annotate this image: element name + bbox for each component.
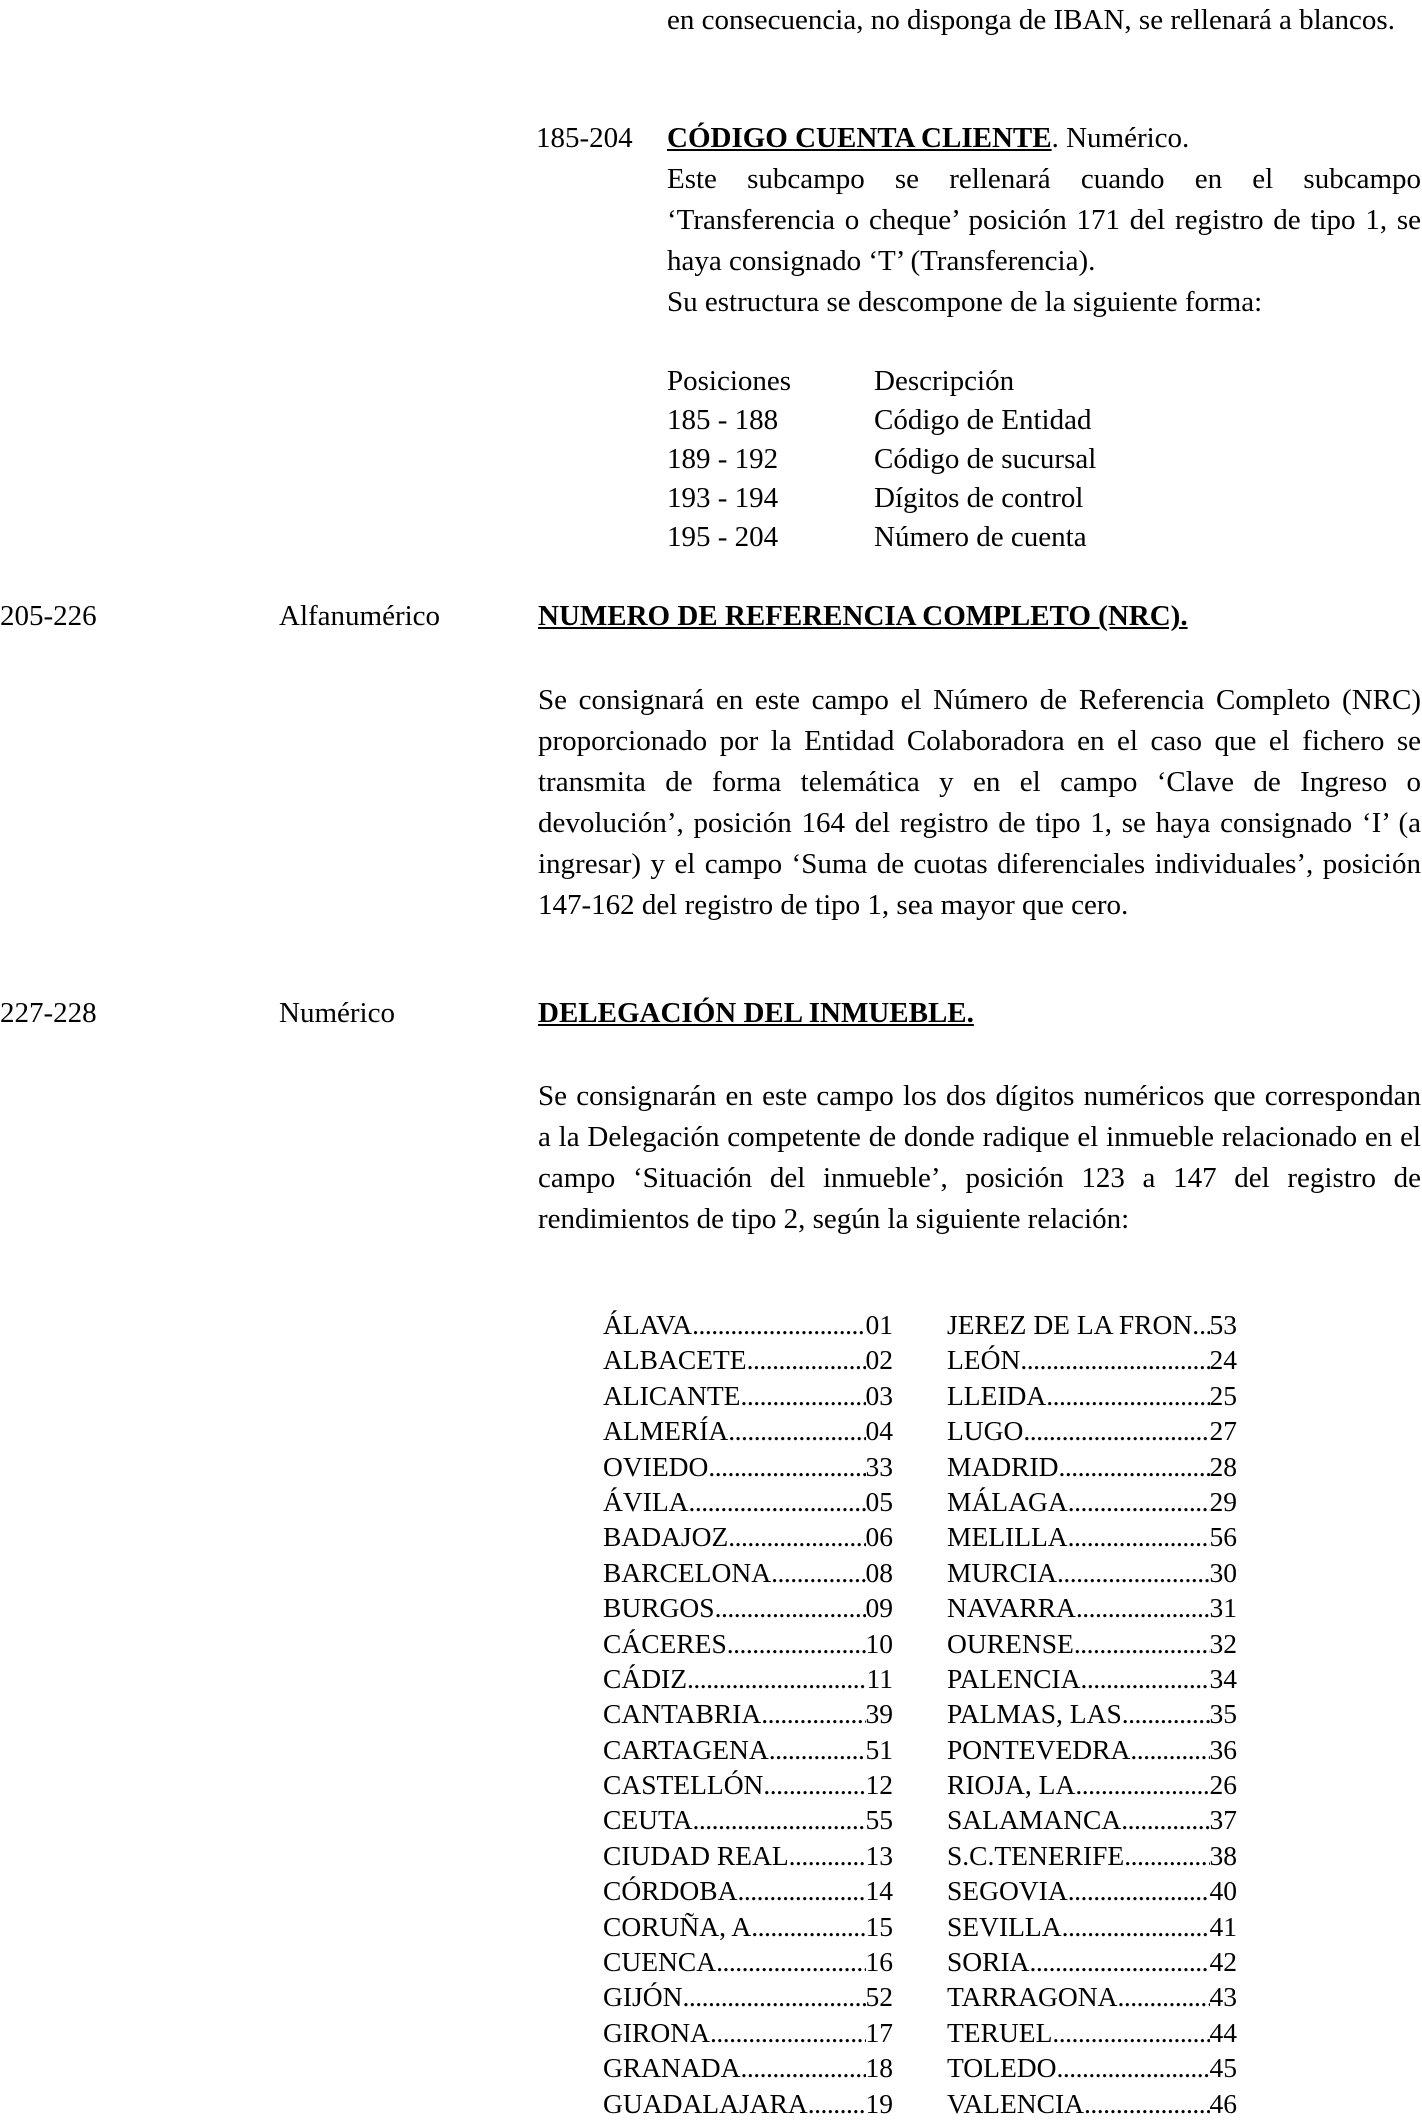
delegation-name: GIRONA: [603, 2016, 710, 2048]
dot-leader: [789, 1838, 866, 1873]
ccc-table-header-description: Descripción: [874, 365, 1015, 397]
dot-leader: [1084, 2086, 1210, 2121]
delegation-name: LUGO: [947, 1415, 1024, 1447]
dot-leader: [1052, 2015, 1209, 2050]
ccc-structure-table: [667, 362, 1267, 557]
delegation-name: TOLEDO: [947, 2052, 1057, 2084]
delegation-item: [947, 1909, 1237, 1944]
delegation-name: ÁVILA: [603, 1485, 689, 1517]
dot-leader: [741, 2050, 866, 2085]
delegation-name: SORIA: [947, 1946, 1030, 1978]
ccc-table-header-positions: Posiciones: [667, 365, 792, 397]
delegation-code: 51: [865, 1733, 893, 1765]
dot-leader: [1068, 1873, 1210, 1908]
delegation-name: TARRAGONA: [947, 1981, 1118, 2013]
delegation-name: ALBACETE: [603, 1344, 747, 1376]
delegation-name: S.C.TENERIFE: [947, 1839, 1125, 1871]
delegation-item: [603, 1378, 893, 1413]
delegation-code: 17: [865, 2016, 893, 2048]
ccc-table-cell-description: Número de cuenta: [874, 521, 1087, 553]
dot-leader: [1068, 1519, 1210, 1554]
delegation-name: NAVARRA: [947, 1592, 1076, 1624]
delegation-name: CÓRDOBA: [603, 1875, 738, 1907]
dot-leader: [728, 1519, 865, 1554]
delegation-name: CORUÑA, A: [603, 1910, 752, 1942]
delegation-name: LLEIDA: [947, 1379, 1047, 1411]
dot-leader: [740, 1378, 865, 1413]
delegation-name: CÁDIZ: [603, 1662, 688, 1694]
delegation-code: 53: [1209, 1309, 1237, 1340]
delegation-item: [947, 1519, 1237, 1554]
delegation-list-right: [947, 1307, 1237, 2121]
delegation-code: 43: [1209, 1981, 1237, 2013]
delegation-item: [603, 1342, 893, 1377]
delegation-code: 35: [1209, 1698, 1237, 1730]
ccc-table-row: [667, 518, 1267, 557]
dot-leader: [747, 1342, 866, 1377]
delegation-code: 56: [1209, 1521, 1237, 1553]
delegation-code: 46: [1209, 2087, 1237, 2119]
delegation-code: 28: [1209, 1450, 1237, 1482]
delegation-item: [947, 1626, 1237, 1661]
ccc-table-cell-positions: 193 - 194: [667, 482, 779, 514]
delegation-item: [947, 1378, 1237, 1413]
delegation-name: SEGOVIA: [947, 1875, 1068, 1907]
delegation-code: 45: [1209, 2052, 1237, 2084]
delegation-code: 44: [1209, 2016, 1237, 2048]
delegation-item: [947, 1802, 1237, 1837]
delegation-name: OVIEDO: [603, 1450, 709, 1482]
delegation-code: 41: [1209, 1910, 1237, 1942]
delegation-item: [603, 1449, 893, 1484]
delegation-item: [603, 1661, 893, 1696]
dot-leader: [751, 1909, 865, 1944]
delegation-name: PALMAS, LAS: [947, 1698, 1122, 1730]
dot-leader: [1030, 1944, 1210, 1979]
delegation-item: [603, 1626, 893, 1661]
delegation-name: MÁLAGA: [947, 1485, 1068, 1517]
dot-leader: [1122, 1696, 1210, 1731]
ccc-table-row: [667, 479, 1267, 518]
delegation-code: 04: [865, 1415, 893, 1447]
delegation-code: 55: [865, 1804, 893, 1836]
dot-leader: [692, 1802, 865, 1837]
dot-leader: [1121, 1802, 1209, 1837]
delegation-item: [947, 2015, 1237, 2050]
ccc-table-cell-description: Código de sucursal: [874, 443, 1097, 475]
delegation-name: LEÓN: [947, 1344, 1021, 1376]
delegation-item: [603, 1802, 893, 1837]
delegation-item: [947, 1979, 1237, 2014]
delegation-code: 14: [865, 1875, 893, 1907]
delegation-code: 40: [1209, 1875, 1237, 1907]
delegation-item: [603, 1838, 893, 1873]
nrc-positions: 205-226: [0, 600, 97, 632]
dot-leader: [1124, 1838, 1209, 1873]
delegation-name: ALICANTE: [603, 1379, 741, 1411]
dot-leader: [710, 2015, 866, 2050]
dot-leader: [1080, 1661, 1209, 1696]
delegation-code: 05: [865, 1485, 893, 1517]
delegation-item: [947, 1590, 1237, 1625]
delegation-list-left: [603, 1307, 893, 2121]
dot-leader: [761, 1696, 865, 1731]
delegation-name: RIOJA, LA: [947, 1769, 1076, 1801]
ccc-heading: [667, 118, 1421, 159]
delegation-item: [947, 1342, 1237, 1377]
delegation-code: 09: [865, 1592, 893, 1624]
delegation-item: [603, 1555, 893, 1590]
delegation-name: CIUDAD REAL: [603, 1839, 789, 1871]
delegation-item: [947, 1732, 1237, 1767]
delegation-name: TERUEL: [947, 2016, 1053, 2048]
delegation-item: [603, 1484, 893, 1519]
ccc-table-cell-description: Código de Entidad: [874, 404, 1092, 436]
delegation-item: [603, 1767, 893, 1802]
continuation-text: en consecuencia, no disponga de IBAN, se rellenará a blancos.: [667, 4, 1395, 36]
delegation-item: [947, 1449, 1237, 1484]
delegation-name: CEUTA: [603, 1804, 693, 1836]
delegation-item: [947, 1661, 1237, 1696]
delegation-code: 01: [865, 1309, 893, 1340]
delegation-name: VALENCIA: [947, 2087, 1084, 2119]
delegation-item: [947, 1413, 1237, 1448]
ccc-table-cell-positions: 195 - 204: [667, 521, 779, 553]
ccc-table-row: [667, 440, 1267, 479]
delegation-code: 34: [1209, 1662, 1237, 1694]
dot-leader: [771, 1555, 865, 1590]
delegacion-type: Numérico: [279, 997, 395, 1029]
dot-leader: [1023, 1413, 1209, 1448]
delegation-item: [947, 1944, 1237, 1979]
delegation-item: [603, 1979, 893, 2014]
nrc-type: Alfanumérico: [279, 600, 441, 632]
delegation-item: [603, 2015, 893, 2050]
dot-leader: [715, 1590, 866, 1625]
delegacion-description: Se consignarán en este campo los dos dígitos numéricos que correspondan a la Delegación competente de donde radique el inmueble relacionado en el campo ‘Situación del inmueble’, posición 123 a 147 del registro de rendimientos de tipo 2, según la siguiente relación:: [538, 1080, 1421, 1235]
delegation-name: BURGOS: [603, 1592, 715, 1624]
nrc-title: NUMERO DE REFERENCIA COMPLETO (NRC).: [538, 600, 1188, 632]
delegation-item: [603, 1909, 893, 1944]
delegation-code: 13: [865, 1839, 893, 1871]
dot-leader: [682, 1979, 865, 2014]
delegation-name: PONTEVEDRA: [947, 1733, 1131, 1765]
delegation-code: 06: [865, 1521, 893, 1553]
ccc-section: [667, 118, 1421, 323]
ccc-table-cell-positions: 185 - 188: [667, 404, 779, 436]
delegation-code: 26: [1209, 1769, 1237, 1801]
ccc-table-cell-description: Dígitos de control: [874, 482, 1084, 514]
ccc-table-row: [667, 401, 1267, 440]
delegation-name: GRANADA: [603, 2052, 741, 2084]
delegation-item: [603, 1413, 893, 1448]
dot-leader: [727, 1626, 866, 1661]
ccc-description: Este subcampo se rellenará cuando en el subcampo ‘Transferencia o cheque’ posición 171 del registro de tipo 1, se haya consignado ‘T’ (Transferencia).: [667, 163, 1421, 277]
delegation-item: [603, 2086, 893, 2121]
delegation-item: [603, 1307, 893, 1342]
delegacion-positions: 227-228: [0, 997, 97, 1029]
delegation-name: CARTAGENA: [603, 1733, 769, 1765]
dot-leader: [1130, 1732, 1209, 1767]
delegation-name: CASTELLÓN: [603, 1769, 764, 1801]
nrc-description: Se consignará en este campo el Número de Referencia Completo (NRC) proporcionado por la Entidad Colaboradora en el caso que el fichero se transmita de forma telemática y en el campo ‘Clave de Ingreso o devolución’, posición 164 del registro de tipo 1, se haya consignado ‘I’ (a ingresar) y el campo ‘Suma de cuotas diferenciales individuales’, posición 147-162 del registro de tipo 1, sea mayor que cero.: [538, 684, 1421, 921]
delegation-code: 08: [865, 1556, 893, 1588]
dot-leader: [1020, 1342, 1209, 1377]
delegation-code: 52: [865, 1981, 893, 2013]
delegation-item: [947, 1767, 1237, 1802]
delegation-code: 29: [1209, 1485, 1237, 1517]
ccc-table-cell-positions: 189 - 192: [667, 443, 779, 475]
delegation-code: 24: [1209, 1344, 1237, 1376]
ccc-table-header: [667, 362, 1267, 401]
dot-leader: [716, 1944, 865, 1979]
delegation-name: OURENSE: [947, 1627, 1074, 1659]
delegation-name: PALENCIA: [947, 1662, 1081, 1694]
dot-leader: [1199, 1307, 1209, 1342]
delegation-name: ÁLAVA: [603, 1309, 693, 1340]
dot-leader: [689, 1484, 866, 1519]
delegation-item: [603, 1590, 893, 1625]
delegacion-title: DELEGACIÓN DEL INMUEBLE.: [538, 997, 974, 1029]
ccc-title-suffix: . Numérico.: [1051, 122, 1190, 154]
delegation-name: GIJÓN: [603, 1981, 683, 2013]
delegation-code: 16: [865, 1946, 893, 1978]
delegation-item: [947, 2086, 1237, 2121]
delegation-item: [603, 1873, 893, 1908]
delegation-item: [603, 1732, 893, 1767]
delegation-item: [947, 1873, 1237, 1908]
delegation-name: CANTABRIA: [603, 1698, 762, 1730]
delegation-code: 11: [866, 1662, 893, 1694]
delegation-name: MURCIA: [947, 1556, 1058, 1588]
delegation-code: 15: [865, 1910, 893, 1942]
dot-leader: [808, 2086, 866, 2121]
delegation-code: 36: [1209, 1733, 1237, 1765]
delegation-code: 10: [865, 1627, 893, 1659]
delegation-code: 42: [1209, 1946, 1237, 1978]
delegation-item: [947, 1838, 1237, 1873]
delegation-code: 31: [1209, 1592, 1237, 1624]
delegation-item: [947, 1696, 1237, 1731]
delegation-code: 19: [865, 2087, 893, 2119]
dot-leader: [1057, 1555, 1209, 1590]
delegation-name: SALAMANCA: [947, 1804, 1122, 1836]
delegation-item: [947, 1555, 1237, 1590]
delegation-item: [603, 1944, 893, 1979]
delegation-item: [603, 1696, 893, 1731]
dot-leader: [763, 1767, 865, 1802]
delegation-name: BADAJOZ: [603, 1521, 729, 1553]
delegation-code: 12: [865, 1769, 893, 1801]
dot-leader: [692, 1307, 865, 1342]
dot-leader: [1074, 1626, 1210, 1661]
delegation-name: MELILLA: [947, 1521, 1068, 1553]
delegation-code: 25: [1209, 1379, 1237, 1411]
delegation-name: BARCELONA: [603, 1556, 772, 1588]
dot-leader: [1068, 1484, 1210, 1519]
delegation-code: 30: [1209, 1556, 1237, 1588]
delegation-code: 02: [865, 1344, 893, 1376]
delegation-name: GUADALAJARA: [603, 2087, 808, 2119]
delegation-code: 38: [1209, 1839, 1237, 1871]
ccc-title: CÓDIGO CUENTA CLIENTE: [667, 122, 1052, 154]
dot-leader: [1046, 1378, 1209, 1413]
dot-leader: [728, 1413, 865, 1448]
delegation-code: 33: [865, 1450, 893, 1482]
delegation-code: 39: [865, 1698, 893, 1730]
delegation-name: CÁCERES: [603, 1627, 727, 1659]
delegation-item: [947, 1307, 1237, 1342]
ccc-structure-intro: Su estructura se descompone de la siguiente forma:: [667, 286, 1263, 318]
delegation-name: SEVILLA: [947, 1910, 1062, 1942]
dot-leader: [1059, 1449, 1210, 1484]
delegation-item: [603, 1519, 893, 1554]
dot-leader: [1075, 1767, 1209, 1802]
ccc-positions: 185-204: [536, 122, 633, 154]
delegation-code: 32: [1209, 1627, 1237, 1659]
dot-leader: [708, 1449, 865, 1484]
delegation-name: JEREZ DE LA FRON.: [947, 1309, 1200, 1340]
delegation-item: [947, 1484, 1237, 1519]
dot-leader: [1117, 1979, 1209, 2014]
delegation-item: [947, 2050, 1237, 2085]
dot-leader: [737, 1873, 865, 1908]
dot-leader: [687, 1661, 866, 1696]
dot-leader: [769, 1732, 866, 1767]
delegation-code: 37: [1209, 1804, 1237, 1836]
delegation-code: 18: [865, 2052, 893, 2084]
dot-leader: [1076, 1590, 1210, 1625]
delegation-item: [603, 2050, 893, 2085]
delegation-name: MADRID: [947, 1450, 1059, 1482]
delegation-code: 03: [865, 1379, 893, 1411]
delegation-name: CUENCA: [603, 1946, 717, 1978]
dot-leader: [1062, 1909, 1210, 1944]
dot-leader: [1056, 2050, 1209, 2085]
delegation-name: ALMERÍA: [603, 1415, 729, 1447]
delegation-code: 27: [1209, 1415, 1237, 1447]
